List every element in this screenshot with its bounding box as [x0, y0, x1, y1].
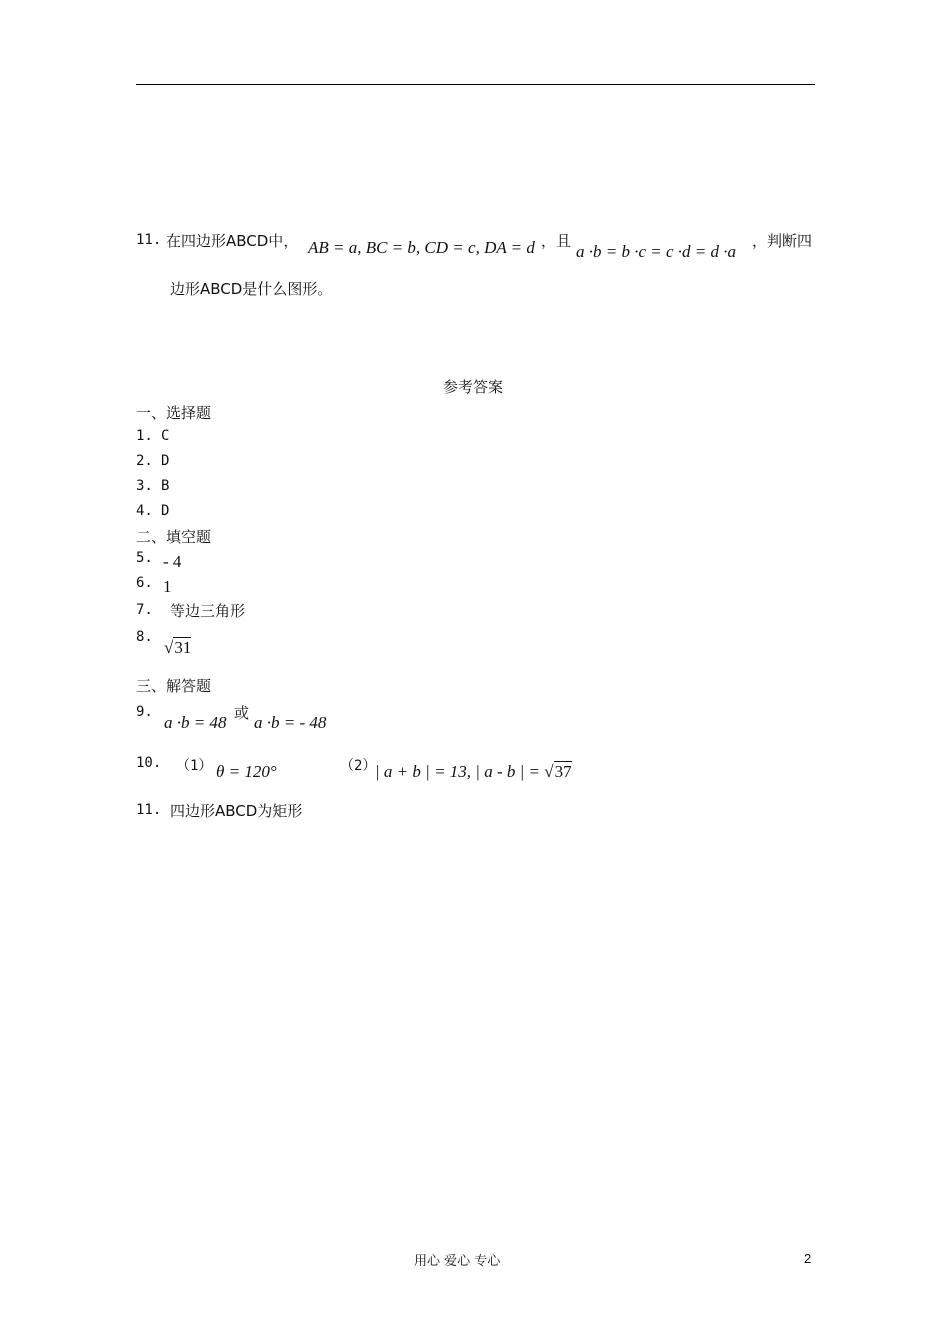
s3-item9-part2: a ·b = - 48: [254, 713, 327, 732]
s2-item5-ans: - 4: [163, 552, 182, 571]
q11-intro: 在四边形ABCD中，: [166, 232, 299, 250]
s1-item2-num: 2.: [136, 453, 153, 469]
s3-item9-or: 或: [234, 704, 250, 722]
q11-formula2: a ·b = b ·c = c ·d = d ·a: [576, 242, 737, 261]
section1-title: 一、选择题: [136, 404, 212, 422]
s1-item4-num: 4.: [136, 503, 153, 519]
s1-item3-ans: B: [161, 478, 170, 494]
s1-item1-ans: C: [161, 428, 170, 444]
header-rule: [136, 84, 815, 85]
footer-text: 用心 爱心 专心: [414, 1254, 501, 1269]
q11-connector: ，且: [541, 232, 572, 250]
sqrt-symbol: √: [544, 762, 554, 781]
s3-item10-p1-label: （1）: [176, 758, 213, 774]
s1-item2-ans: D: [161, 453, 170, 469]
s3-item10-p2-label: （2）: [340, 758, 377, 774]
s3-item11-num: 11.: [136, 802, 162, 818]
sqrt-radicand: 37: [554, 762, 572, 781]
sqrt-symbol: √: [164, 638, 174, 657]
s2-item7-ans: 等边三角形: [170, 602, 246, 620]
q11-tail: ，判断四: [752, 232, 813, 250]
s1-item3-num: 3.: [136, 478, 153, 494]
q11-line2: 边形ABCD是什么图形。: [170, 280, 333, 298]
s3-item10-p2: [375, 762, 572, 782]
s1-item4-ans: D: [161, 503, 170, 519]
s3-item10-num: 10.: [136, 755, 162, 771]
s1-item1-num: 1.: [136, 428, 153, 444]
answers-title: 参考答案: [443, 378, 504, 396]
s3-item9-num: 9.: [136, 704, 153, 720]
s3-item11-ans: 四边形ABCD为矩形: [170, 802, 303, 820]
s2-item6-ans: 1: [163, 577, 172, 596]
q11-number: 11.: [136, 232, 162, 248]
s2-item8-num: 8.: [136, 629, 153, 645]
s2-item6-num: 6.: [136, 575, 153, 591]
s3-item10-p2-text: | a + b | = 13, | a - b | =: [375, 762, 545, 781]
sqrt-radicand: 31: [174, 638, 192, 657]
s2-item5-num: 5.: [136, 550, 153, 566]
s3-item9-part1: a ·b = 48: [164, 713, 227, 732]
section3-title: 三、解答题: [136, 677, 212, 695]
s2-item7-num: 7.: [136, 602, 153, 618]
s2-item8-ans: [164, 638, 191, 658]
s3-item10-p1: θ = 120°: [216, 762, 277, 781]
q11-formula1: AB = a, BC = b, CD = c, DA = d: [308, 238, 535, 257]
page-number: 2: [804, 1251, 812, 1266]
section2-title: 二、填空题: [136, 528, 212, 546]
